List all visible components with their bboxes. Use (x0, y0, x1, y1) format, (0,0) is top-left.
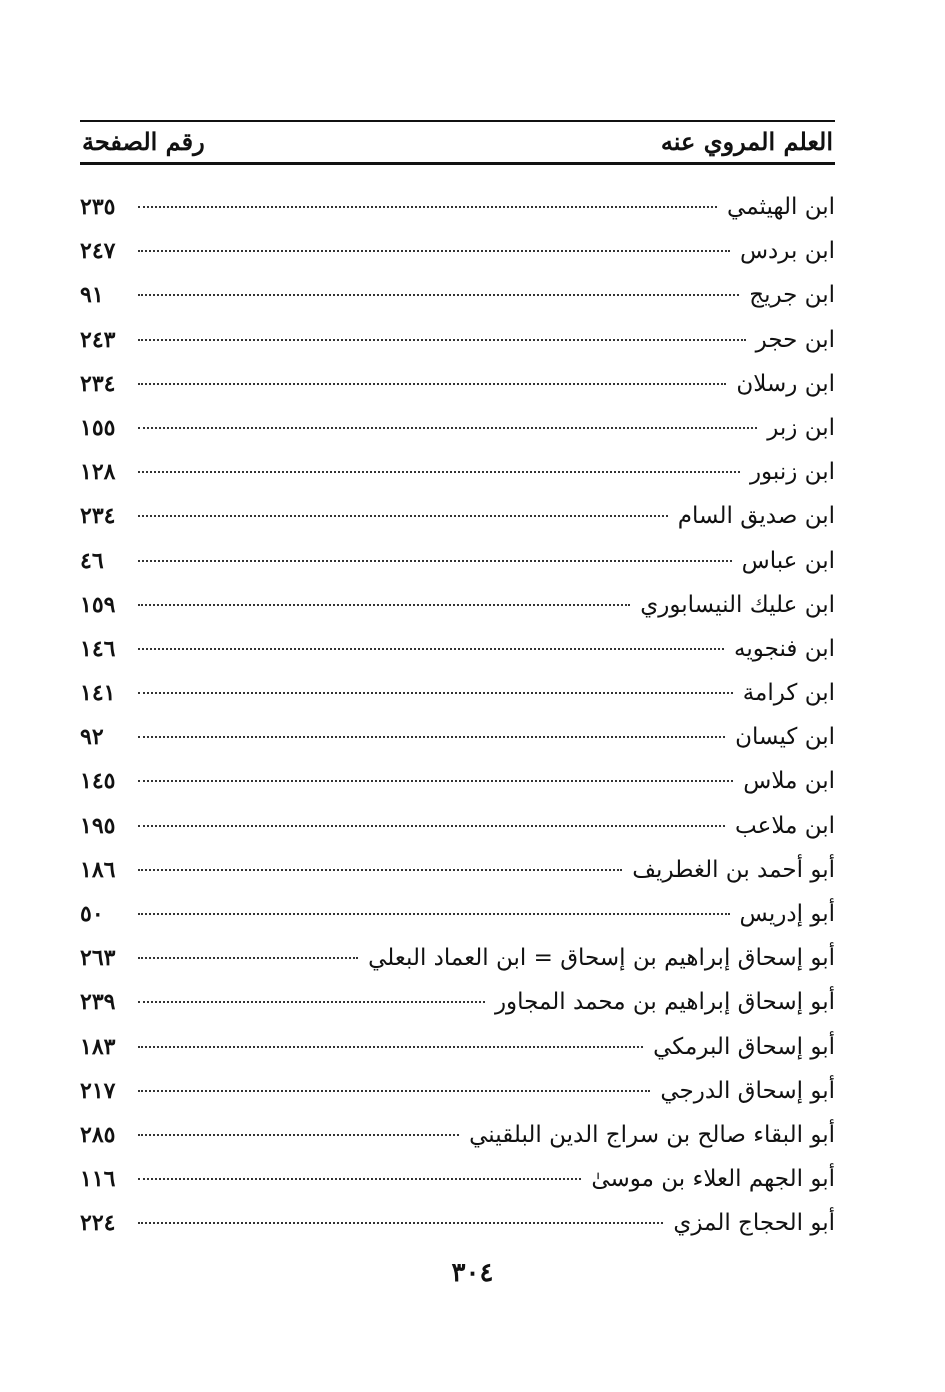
entry-page-number: ١٥٩ (80, 591, 116, 618)
list-item (80, 539, 835, 583)
entry-name: أبو إسحاق البرمكي (653, 1033, 835, 1060)
entry-page-number: ٤٦ (80, 547, 104, 574)
page-number: ٣٠٤ (451, 1258, 494, 1288)
index-entry-list (80, 185, 835, 1246)
entry-name: ابن جريج (749, 282, 835, 309)
entry-name: أبو الجهم العلاء بن موسىٰ (591, 1166, 835, 1193)
entry-name: أبو إسحاق إبراهيم بن محمد المجاور (494, 989, 835, 1016)
entry-page-number: ٢٢٤ (80, 1210, 116, 1237)
entry-name: أبو البقاء صالح بن سراج الدين البلقيني (469, 1121, 835, 1148)
entry-page-number: ١٤٥ (80, 768, 116, 795)
dot-leader (138, 560, 732, 562)
entry-name: أبو إسحاق الدرجي (660, 1077, 835, 1104)
dot-leader (138, 471, 740, 473)
entry-page-number: ١٨٣ (80, 1033, 116, 1060)
entry-page-number: ٢٦٣ (80, 945, 116, 972)
list-item (80, 494, 835, 538)
dot-leader (138, 604, 630, 606)
entry-page-number: ١٢٨ (80, 459, 116, 486)
entry-name: ابن عليك النيسابوري (640, 591, 835, 618)
entry-page-number: ٢٤٣ (80, 326, 116, 353)
entry-name: ابن فنجويه (733, 635, 835, 662)
entry-name: أبو إدريس (739, 901, 835, 927)
list-item (80, 1157, 835, 1201)
entry-page-number: ١١٦ (80, 1166, 116, 1193)
entry-page-number: ١٤١ (80, 680, 116, 707)
entry-page-number: ٢٨٥ (80, 1121, 116, 1148)
list-item (80, 804, 835, 848)
entry-name: ابن كرامة (742, 680, 835, 707)
dot-leader (138, 427, 757, 429)
list-item (80, 1069, 835, 1113)
list-item (80, 318, 835, 362)
dot-leader (138, 1134, 459, 1136)
entry-page-number: ٢٣٤ (80, 503, 116, 530)
list-item (80, 627, 835, 671)
list-item (80, 936, 835, 980)
entry-page-number: ١٨٦ (80, 856, 116, 883)
list-item (80, 980, 835, 1024)
list-item (80, 406, 835, 450)
entry-name: ابن زنبور (749, 459, 835, 486)
dot-leader (138, 1001, 485, 1003)
dot-leader (138, 383, 726, 385)
entry-name: ابن صديق السام (677, 503, 835, 530)
page-column-heading: رقم الصفحة (82, 127, 205, 156)
entry-name: ابن عباس (741, 547, 835, 574)
dot-leader (138, 825, 725, 827)
entry-name: ابن رسلان (736, 370, 835, 397)
index-header (80, 122, 835, 162)
entry-name: ابن ملاعب (735, 812, 835, 839)
entry-name: ابن كيسان (735, 724, 835, 751)
name-column-heading: العلم المروي عنه (660, 127, 833, 156)
entry-name: ابن زبر (767, 414, 835, 441)
dot-leader (138, 1222, 663, 1224)
entry-page-number: ٩٢ (80, 724, 104, 751)
entry-name: أبو إسحاق إبراهيم بن إسحاق = ابن العماد البعلي (368, 945, 835, 972)
list-item (80, 185, 835, 229)
dot-leader (138, 250, 730, 252)
dot-leader (138, 339, 746, 341)
list-item (80, 273, 835, 317)
entry-page-number: ١٤٦ (80, 635, 116, 662)
header-rule (80, 162, 835, 165)
list-item (80, 362, 835, 406)
dot-leader (138, 1090, 650, 1092)
entry-page-number: ٢٤٧ (80, 238, 116, 265)
entry-page-number: ٩١ (80, 282, 104, 309)
dot-leader (138, 692, 733, 694)
dot-leader (138, 1046, 643, 1048)
list-item (80, 1025, 835, 1069)
list-item (80, 450, 835, 494)
entry-page-number: ٢١٧ (80, 1077, 116, 1104)
list-item (80, 759, 835, 803)
index-page (80, 110, 835, 1246)
dot-leader (138, 648, 724, 650)
entry-name: ابن بردس (739, 238, 835, 265)
list-item (80, 583, 835, 627)
dot-leader (138, 780, 733, 782)
list-item (80, 892, 835, 936)
dot-leader (138, 206, 717, 208)
dot-leader (138, 515, 668, 517)
entry-page-number: ١٩٥ (80, 812, 116, 839)
entry-page-number: ٢٣٥ (80, 194, 116, 220)
entry-name: ابن الهيثمي (727, 194, 835, 220)
list-item (80, 715, 835, 759)
dot-leader (138, 869, 622, 871)
entry-name: أبو أحمد بن الغطريف (632, 856, 835, 883)
dot-leader (138, 913, 730, 915)
list-item (80, 671, 835, 715)
list-item (80, 229, 835, 273)
entry-page-number: ١٥٥ (80, 414, 116, 441)
list-item (80, 848, 835, 892)
list-item (80, 1113, 835, 1157)
entry-page-number: ٢٣٩ (80, 989, 116, 1016)
list-item (80, 1201, 835, 1245)
entry-name: ابن ملاس (743, 768, 835, 795)
entry-page-number: ٥٠ (80, 901, 104, 927)
entry-name: ابن حجر (755, 326, 835, 353)
dot-leader (138, 294, 739, 296)
dot-leader (138, 957, 358, 959)
entry-page-number: ٢٣٤ (80, 370, 116, 397)
dot-leader (138, 736, 725, 738)
entry-name: أبو الحجاج المزي (673, 1210, 835, 1237)
dot-leader (138, 1178, 581, 1180)
